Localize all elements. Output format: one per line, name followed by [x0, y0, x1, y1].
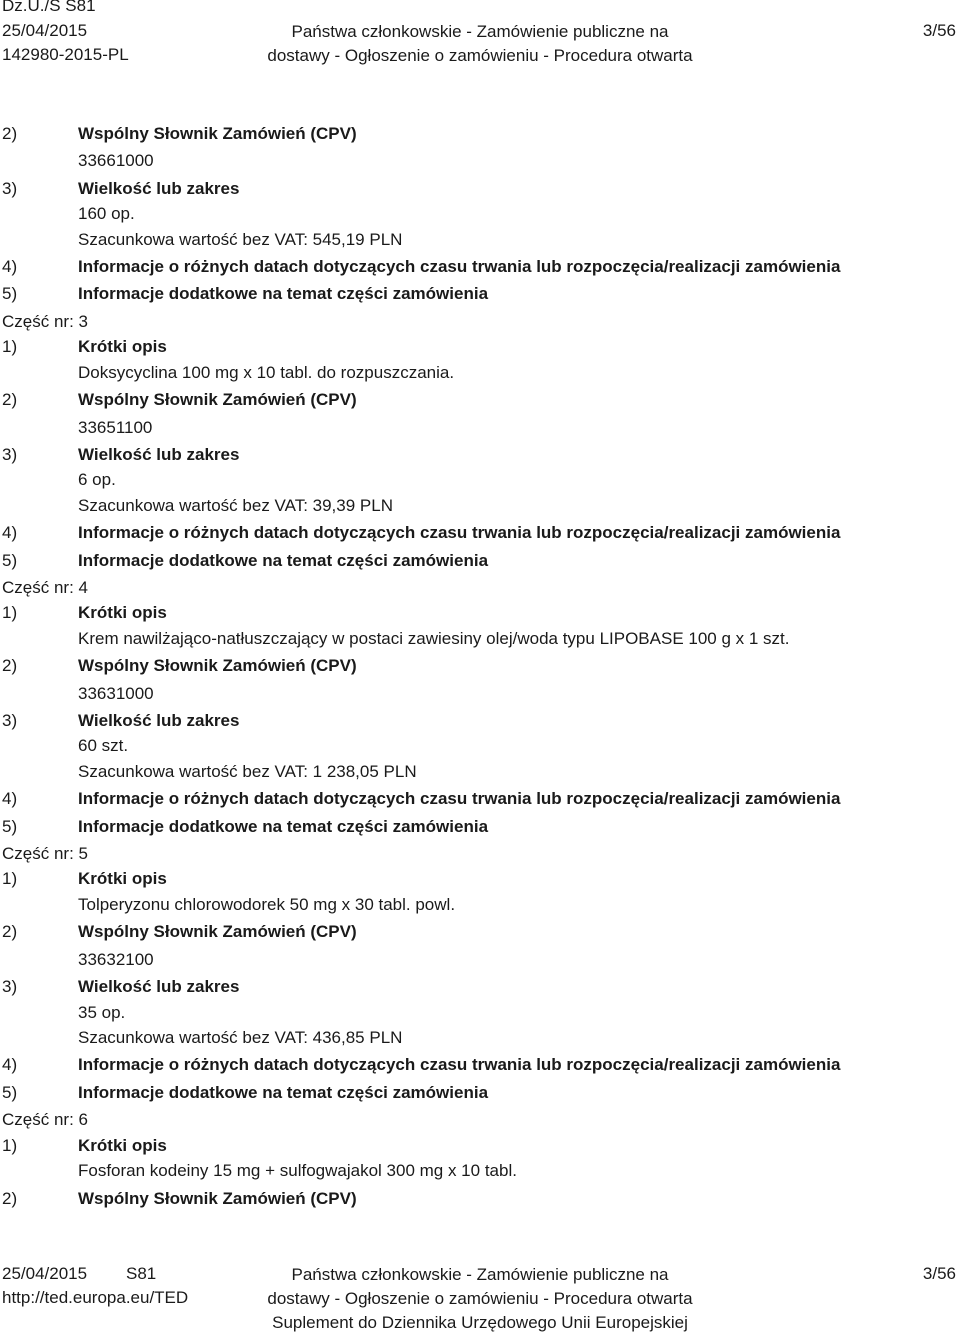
footer-url: http://ted.europa.eu/TED: [2, 1288, 189, 1307]
dates-heading: 4) Informacje o różnych datach dotyczących czasu trwania lub rozpoczęcia/realizacji zamówienia: [2, 1055, 841, 1075]
cpv-code: 33631000: [78, 683, 154, 703]
quantity-value: 35 op.: [78, 1002, 126, 1022]
header-title-line1: Państwa członkowskie - Zamówienie publiczne na: [291, 22, 669, 41]
notice-reference: 142980-2015-PL: [2, 45, 129, 64]
cpv-heading: 2) Wspólny Słownik Zamówień (CPV): [2, 922, 357, 942]
estimated-value: Szacunkowa wartość bez VAT: 1 238,05 PLN: [78, 761, 417, 781]
footer-title-line3: Suplement do Dziennika Urzędowego Unii Europejskiej: [272, 1313, 688, 1332]
quantity-value: 160 op.: [78, 204, 135, 224]
header-title-line2: dostawy - Ogłoszenie o zamówieniu - Procedura otwarta: [267, 46, 693, 65]
cpv-heading: 2) Wspólny Słownik Zamówień (CPV): [2, 1188, 357, 1208]
part-title: Część nr: 5: [2, 844, 88, 864]
part-title: Część nr: 4: [2, 577, 88, 597]
part-description: Tolperyzonu chlorowodorek 50 mg x 30 tabl. powl.: [78, 894, 456, 914]
description-heading: 1) Krótki opis: [2, 337, 167, 357]
part-title: Część nr: 6: [2, 1110, 88, 1130]
additional-info-heading: 5) Informacje dodatkowe na temat części zamówienia: [2, 1082, 489, 1102]
quantity-heading: 3) Wielkość lub zakres: [2, 178, 240, 198]
description-heading: 1) Krótki opis: [2, 869, 167, 889]
cpv-heading: 2) Wspólny Słownik Zamówień (CPV): [2, 390, 357, 410]
cpv-code: 33651100: [78, 417, 153, 437]
header-date: 25/04/2015: [2, 21, 88, 40]
footer-title-line1: Państwa członkowskie - Zamówienie publiczne na: [291, 1265, 669, 1284]
page-header: [0, 0, 960, 80]
dates-heading: 4) Informacje o różnych datach dotyczących czasu trwania lub rozpoczęcia/realizacji zamówienia: [2, 789, 841, 809]
description-heading: 1) Krótki opis: [2, 603, 167, 623]
dates-heading: 4) Informacje o różnych datach dotyczących czasu trwania lub rozpoczęcia/realizacji zamówienia: [2, 257, 841, 277]
part-description: Krem nawilżająco-natłuszczający w postaci zawiesiny olej/woda typu LIPOBASE 100 g x 1 szt.: [78, 628, 790, 648]
description-heading: 1) Krótki opis: [2, 1135, 167, 1155]
part-description: Fosforan kodeiny 15 mg + sulfogwajakol 300 mg x 10 tabl.: [78, 1161, 517, 1181]
cpv-code: 33632100: [78, 949, 154, 969]
footer-series: S81: [126, 1264, 157, 1283]
footer-date: 25/04/2015: [2, 1264, 88, 1283]
cpv-code: 33661000: [78, 151, 154, 171]
quantity-value: 6 op.: [78, 470, 116, 490]
footer-title-line2: dostawy - Ogłoszenie o zamówieniu - Procedura otwarta: [267, 1289, 693, 1308]
part-title: Część nr: 3: [2, 311, 88, 331]
additional-info-heading: 5) Informacje dodatkowe na temat części zamówienia: [2, 816, 489, 836]
cpv-heading: 2) Wspólny Słownik Zamówień (CPV): [2, 124, 357, 143]
additional-info-heading: 5) Informacje dodatkowe na temat części zamówienia: [2, 550, 489, 570]
part-description: Doksycyclina 100 mg x 10 tabl. do rozpuszczania.: [78, 362, 455, 382]
quantity-value: 60 szt.: [78, 736, 129, 756]
estimated-value: Szacunkowa wartość bez VAT: 39,39 PLN: [78, 495, 393, 515]
journal-id: Dz.U./S S81: [2, 0, 96, 15]
quantity-heading: 3) Wielkość lub zakres: [2, 444, 240, 464]
page-footer: [0, 1266, 960, 1334]
header-page-number: 3/56: [922, 21, 956, 40]
estimated-value: Szacunkowa wartość bez VAT: 436,85 PLN: [78, 1028, 403, 1048]
estimated-value: Szacunkowa wartość bez VAT: 545,19 PLN: [78, 229, 403, 249]
cpv-heading: 2) Wspólny Słownik Zamówień (CPV): [2, 656, 357, 676]
footer-page-number: 3/56: [922, 1264, 956, 1283]
quantity-heading: 3) Wielkość lub zakres: [2, 711, 240, 731]
quantity-heading: 3) Wielkość lub zakres: [2, 977, 240, 997]
notice-content: [2, 120, 958, 1212]
additional-info-heading: 5) Informacje dodatkowe na temat części zamówienia: [2, 284, 489, 304]
dates-heading: 4) Informacje o różnych datach dotyczących czasu trwania lub rozpoczęcia/realizacji zamówienia: [2, 523, 841, 543]
